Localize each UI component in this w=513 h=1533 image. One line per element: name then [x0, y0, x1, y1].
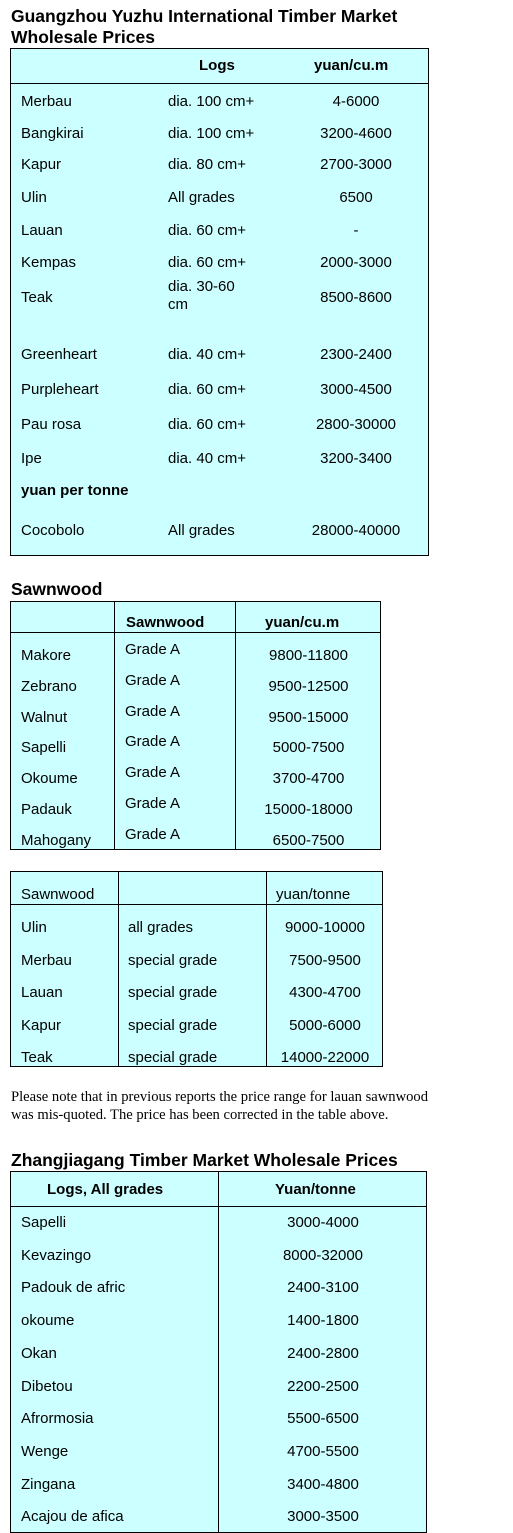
row-price: 5000-6000	[289, 1016, 361, 1034]
row-name: Teak	[21, 1049, 53, 1066]
row-spec: dia. 60 cm+	[168, 416, 246, 433]
col-header-logs: Logs	[199, 57, 235, 74]
row-spec: dia. 60 cm+	[168, 254, 246, 271]
row-price: 1400-1800	[287, 1312, 359, 1330]
row-spec: dia. 60 cm+	[168, 381, 246, 398]
row-name: Walnut	[21, 708, 68, 726]
guangzhou-title-line2: Wholesale Prices	[11, 27, 155, 47]
row-name: Kempas	[21, 254, 77, 271]
row-name: Purpleheart	[21, 381, 99, 398]
row-price: 2000-3000	[320, 254, 392, 271]
row-price: 3400-4800	[287, 1475, 359, 1493]
row-price: 3200-3400	[320, 450, 392, 467]
row-grade: special grade	[128, 984, 218, 1001]
col-header-sawnwood: Sawnwood	[126, 614, 205, 631]
correction-note	[11, 1088, 511, 1124]
col-header-logs: Logs, All grades	[47, 1181, 164, 1198]
row-name: Lauan	[21, 984, 63, 1001]
row-price: 9000-10000	[284, 919, 366, 936]
row-price: 2300-2400	[320, 346, 392, 363]
row-grade: Grade A	[125, 671, 181, 689]
header-divider	[11, 83, 428, 84]
row-name: Cocobolo	[21, 522, 85, 539]
row-grade: Grade A	[125, 825, 181, 843]
row-spec: All grades	[168, 189, 235, 206]
row-price: 5000-7500	[272, 739, 345, 757]
row-spec: dia. 80 cm+	[168, 156, 246, 173]
row-price: 3200-4600	[320, 125, 392, 142]
row-price: 2800-30000	[315, 416, 397, 433]
zhangjiagang-table	[10, 1171, 427, 1533]
row-price: 2200-2500	[287, 1377, 359, 1395]
row-price: 5500-6500	[287, 1410, 359, 1428]
row-price: 6500-7500	[272, 831, 345, 849]
row-grade: Grade A	[125, 764, 181, 782]
row-name: Zebrano	[21, 677, 77, 695]
row-name: Kevazingo	[21, 1246, 92, 1264]
row-spec: dia. 40 cm+	[168, 346, 246, 363]
row-name: Makore	[21, 647, 72, 664]
row-price: 2700-3000	[320, 156, 392, 173]
row-name: Lauan	[21, 222, 63, 239]
sawnwood-title: Sawnwood	[11, 579, 103, 599]
row-grade: all grades	[128, 919, 194, 936]
row-name: Teak	[21, 289, 53, 306]
row-price: 4300-4700	[289, 984, 361, 1001]
row-spec: dia. 100 cm+	[168, 125, 255, 142]
row-spec: cm	[168, 296, 188, 313]
row-price: 28000-40000	[311, 522, 401, 539]
col-header-unit: yuan/cu.m	[265, 614, 340, 631]
row-price: 2400-3100	[287, 1279, 359, 1297]
row-spec: dia. 100 cm+	[168, 93, 255, 110]
row-spec: dia. 60 cm+	[168, 222, 246, 239]
row-grade: Grade A	[125, 795, 181, 812]
row-name: Merbau	[21, 951, 72, 969]
row-name: Greenheart	[21, 346, 97, 363]
row-grade: Grade A	[125, 641, 181, 658]
row-name: Padouk de afric	[21, 1279, 126, 1297]
row-price: 7500-9500	[289, 951, 361, 969]
row-price: 8500-8600	[320, 289, 392, 306]
row-price: 4-6000	[332, 93, 380, 110]
row-price: 4700-5500	[287, 1442, 359, 1460]
row-price: 9800-11800	[269, 647, 348, 664]
row-price: 8000-32000	[282, 1246, 364, 1264]
row-price: 14000-22000	[280, 1049, 370, 1066]
subheader-yuan-per-tonne: yuan per tonne	[21, 482, 129, 499]
sawnwood-table	[10, 601, 381, 850]
col-header-unit: yuan/tonne	[276, 886, 351, 903]
row-price: 3000-4500	[320, 381, 392, 398]
row-price: 3700-4700	[272, 770, 345, 788]
guangzhou-title-line1: Guangzhou Yuzhu International Timber Market	[11, 6, 398, 26]
row-name: Mahogany	[21, 831, 92, 849]
row-name: Kapur	[21, 156, 62, 173]
row-grade: Grade A	[125, 733, 181, 751]
row-grade: special grade	[128, 1049, 218, 1066]
row-price: 9500-12500	[268, 677, 349, 695]
row-name: Pau rosa	[21, 416, 82, 433]
row-price: 15000-18000	[264, 801, 353, 818]
row-name: Dibetou	[21, 1377, 73, 1395]
row-spec: dia. 40 cm+	[168, 450, 246, 467]
row-price: 2400-2800	[287, 1344, 359, 1362]
row-price: 6500	[339, 189, 373, 206]
col-header-sawnwood: Sawnwood	[21, 886, 95, 903]
row-price: -	[353, 222, 359, 239]
row-name: Ipe	[21, 450, 42, 467]
note-line2: was mis-quoted. The price has been corrected in the table above.	[11, 1107, 389, 1123]
row-name: Sapelli	[21, 1214, 67, 1231]
col-header-unit: yuan/cu.m	[314, 57, 389, 74]
col-header-unit: Yuan/tonne	[275, 1181, 356, 1198]
row-name: Zingana	[21, 1475, 76, 1493]
row-name: Bangkirai	[21, 125, 84, 142]
row-name: Sapelli	[21, 739, 67, 757]
row-grade: Grade A	[125, 702, 181, 720]
row-name: Ulin	[21, 919, 47, 936]
sawnwood-tonne-table	[10, 871, 383, 1067]
row-name: Okan	[21, 1344, 57, 1362]
note-line1: Please note that in previous reports the price range for lauan sawnwood	[11, 1089, 429, 1105]
row-name: Kapur	[21, 1016, 62, 1034]
row-grade: special grade	[128, 1016, 218, 1034]
row-name: Afrormosia	[21, 1410, 94, 1428]
row-spec: All grades	[168, 522, 235, 539]
guangzhou-price-table	[10, 48, 429, 556]
row-name: Wenge	[21, 1442, 69, 1460]
row-price: 3000-4000	[287, 1214, 359, 1231]
row-name: Okoume	[21, 770, 78, 788]
row-name: okoume	[21, 1312, 75, 1330]
row-name: Padauk	[21, 801, 72, 818]
row-grade: special grade	[128, 951, 218, 969]
row-price: 3000-3500	[287, 1508, 359, 1526]
row-price: 9500-15000	[268, 708, 349, 726]
row-name: Merbau	[21, 93, 72, 110]
row-name: Acajou de afica	[21, 1508, 124, 1526]
zhangjiagang-title: Zhangjiagang Timber Market Wholesale Prices	[11, 1150, 398, 1170]
row-spec: dia. 30-60	[168, 278, 235, 295]
row-name: Ulin	[21, 189, 47, 206]
